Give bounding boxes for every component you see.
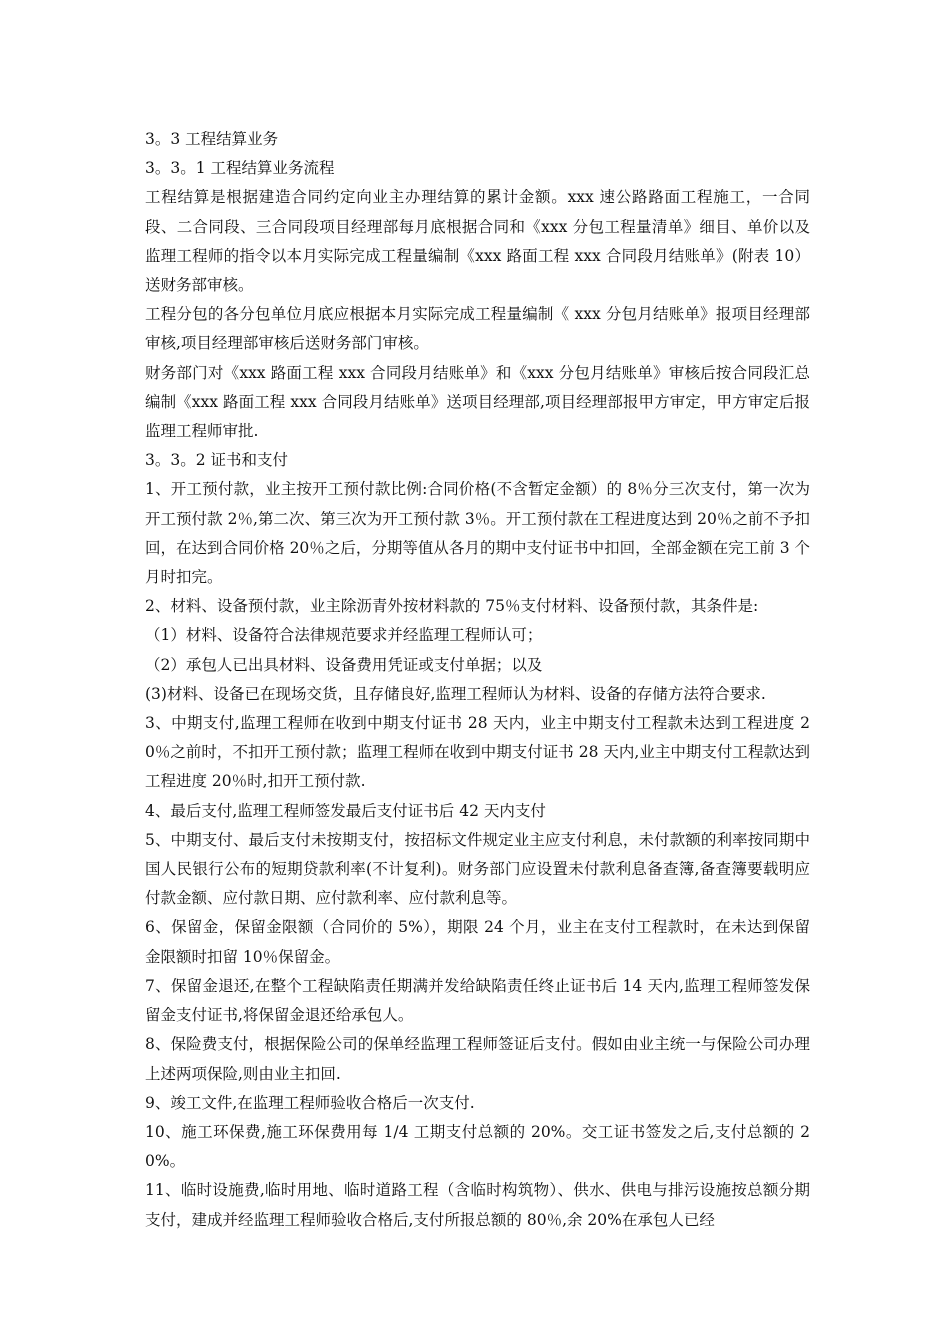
list-item: 1、开工预付款，业主按开工预付款比例:合同价格(不含暂定金额）的 8％分三次支付，第一次为开工预付款 2％,第二次、第三次为开工预付款 3％。开工预付款在工程进度达到 20％之前不予扣回，在达到合同价格 20％之后，分期等值从各月的期中支付证书中扣回，全部金额在完工前 3 个月时扣完。 xyxy=(145,480,810,587)
sub-list-item: (3)材料、设备已在现场交货，且存储良好,监理工程师认为材料、设备的存储方法符合要求. xyxy=(145,684,766,703)
list-item: 8、保险费支付，根据保险公司的保单经监理工程师签证后支付。假如由业主统一与保险公司办理上述两项保险,则由业主扣回. xyxy=(145,1035,810,1083)
list-item: 4、最后支付,监理工程师签发最后支付证书后 42 天内支付 xyxy=(145,801,546,820)
list-item: 7、保留金退还,在整个工程缺陷责任期满并发给缺陷责任终止证书后 14 天内,监理工程师签发保留金支付证书,将保留金退还给承包人。 xyxy=(145,976,810,1025)
sub-list-item: （1）材料、设备符合法律规范要求并经监理工程师认可； xyxy=(145,626,543,645)
paragraph: 工程结算是根据建造合同约定向业主办理结算的累计金额。xxx 速公路路面工程施工，一合同段、二合同段、三合同段项目经理部每月底根据合同和《xxx 分包工程量清单》细目、单价以及监理工程师的指令以本月实际完成工程量编制《xxx 路面工程 xxx 合同段月结账单》(附表 10）送财务部审核。 xyxy=(145,188,810,295)
list-item: 9、竣工文件,在监理工程师验收合格后一次支付. xyxy=(145,1093,475,1112)
subsection-heading: 3。3。2 证书和支付 xyxy=(145,451,289,470)
paragraph: 工程分包的各分包单位月底应根据本月实际完成工程量编制《 xxx 分包月结账单》报项目经理部审核,项目经理部审核后送财务部门审核。 xyxy=(145,305,810,353)
document-body xyxy=(145,125,810,1235)
section-heading: 3。3 工程结算业务 xyxy=(145,130,279,148)
list-item: 5、中期支付、最后支付未按期支付，按招标文件规定业主应支付利息，未付款额的利率按同期中国人民银行公布的短期贷款利率(不计复利)。财务部门应设置未付款利息备查簿,备查簿要载明应付款金额、应付款日期、应付款利率、应付款利息等。 xyxy=(145,830,810,908)
list-item: 11、临时设施费,临时用地、临时道路工程（含临时构筑物）、供水、供电与排污设施按总额分期支付，建成并经监理工程师验收合格后,支付所报总额的 80％,余 20%在承包人已经 xyxy=(145,1181,810,1229)
list-item: 2、材料、设备预付款，业主除沥青外按材料款的 75％支付材料、设备预付款，其条件是: xyxy=(145,597,759,616)
list-item: 6、保留金，保留金限额（合同价的 5%），期限 24 个月，业主在支付工程款时，在未达到保留金限额时扣留 10％保留金。 xyxy=(145,918,810,966)
subsection-heading: 3。3。1 工程结算业务流程 xyxy=(145,159,335,178)
list-item: 3、中期支付,监理工程师在收到中期支付证书 28 天内，业主中期支付工程款未达到工程进度 20％之前时，不扣开工预付款；监理工程师在收到中期支付证书 28 天内,业主中期支付工程款达到工程进度 20％时,扣开工预付款. xyxy=(145,714,810,791)
paragraph: 财务部门对《xxx 路面工程 xxx 合同段月结账单》和《xxx 分包月结账单》审核后按合同段汇总编制《xxx 路面工程 xxx 合同段月结账单》送项目经理部,项目经理部报甲方审定，甲方审定后报监理工程师审批. xyxy=(145,363,810,441)
list-item: 10、施工环保费,施工环保费用每 1/4 工期支付总额的 20%。交工证书签发之后,支付总额的 20%。 xyxy=(145,1122,810,1171)
sub-list-item: （2）承包人已出具材料、设备费用凭证或支付单据；以及 xyxy=(145,655,543,674)
